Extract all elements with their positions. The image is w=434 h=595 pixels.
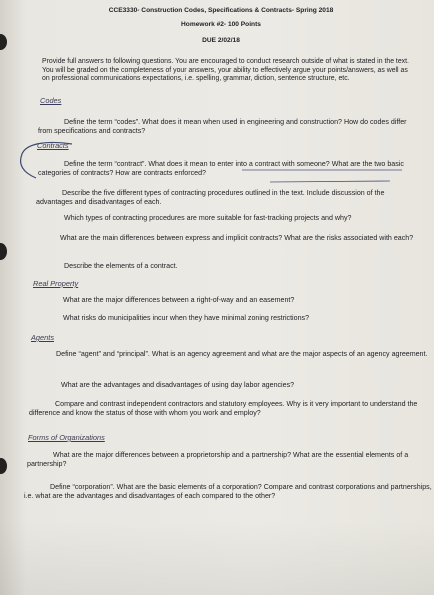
question: What are the major differences between a proprietorship and a partnership? What are the essential elements of a partnership? bbox=[27, 451, 409, 469]
section-title-real-property: Real Property bbox=[33, 279, 79, 288]
binder-hole bbox=[0, 243, 7, 260]
section-title-contracts: Contracts bbox=[37, 141, 69, 150]
question: Compare and contrast independent contractors and statutory employees. Why is it very important to understand the difference and know the status of those with whom you work and employ? bbox=[29, 400, 418, 418]
section-title-forms-of-organizations: Forms of Organizations bbox=[28, 433, 105, 442]
question: Which types of contracting procedures are more suitable for fast-tracking projects and why? bbox=[64, 214, 352, 222]
binder-hole bbox=[0, 34, 7, 50]
binder-hole bbox=[0, 458, 7, 474]
pen-bracket-mark bbox=[14, 138, 74, 184]
due-date: DUE 2/02/18 bbox=[202, 37, 240, 44]
question: Define “corporation”. What are the basic elements of a corporation? Compare and contrast corporations and partnerships, i.e. what are the advantages and disadvantages of each compared to the other? bbox=[24, 483, 432, 501]
question: Describe the elements of a contract. bbox=[64, 262, 178, 270]
question: Define “agent” and “principal”. What is an agency agreement and what are the major aspects of an agency agreement. bbox=[56, 350, 428, 358]
question: Define the term “contract”. What does it mean to enter into a contract with someone? What are the two basic categories of contracts? How are contracts enforced? bbox=[38, 160, 404, 178]
question: What are the advantages and disadvantages of using day labor agencies? bbox=[61, 381, 295, 389]
question: Describe the five different types of contracting procedures outlined in the text. Include discussion of the advantages and disadvantages of each. bbox=[36, 189, 385, 207]
homework-title: Homework #2- 100 Points bbox=[181, 21, 261, 28]
question: Define the term “codes”. What does it mean when used in engineering and construction? How do codes differ from specifications and contracts? bbox=[38, 118, 407, 136]
section-title-codes: Codes bbox=[40, 96, 62, 105]
course-title: CCE3330- Construction Codes, Specifications & Contracts- Spring 2018 bbox=[108, 7, 334, 14]
question: What risks do municipalities incur when they have minimal zoning restrictions? bbox=[63, 314, 310, 322]
underline-mark bbox=[240, 166, 410, 186]
section-title-agents: Agents bbox=[31, 333, 55, 342]
page-shadow bbox=[0, 520, 434, 595]
instructions-paragraph: Provide full answers to following questions. You are encouraged to conduct research outside of what is stated in the text. You will be graded on the completeness of your answers, your ability to effectively argue your points/answers, as well as on professional communications expectations, i.e. spelling, grammar, diction, sentence structure, etc. bbox=[42, 58, 409, 83]
course-header bbox=[56, 6, 386, 46]
question: What are the main differences between express and implicit contracts? What are the risks associated with each? bbox=[60, 234, 414, 242]
question: What are the major differences between a right-of-way and an easement? bbox=[63, 296, 295, 304]
